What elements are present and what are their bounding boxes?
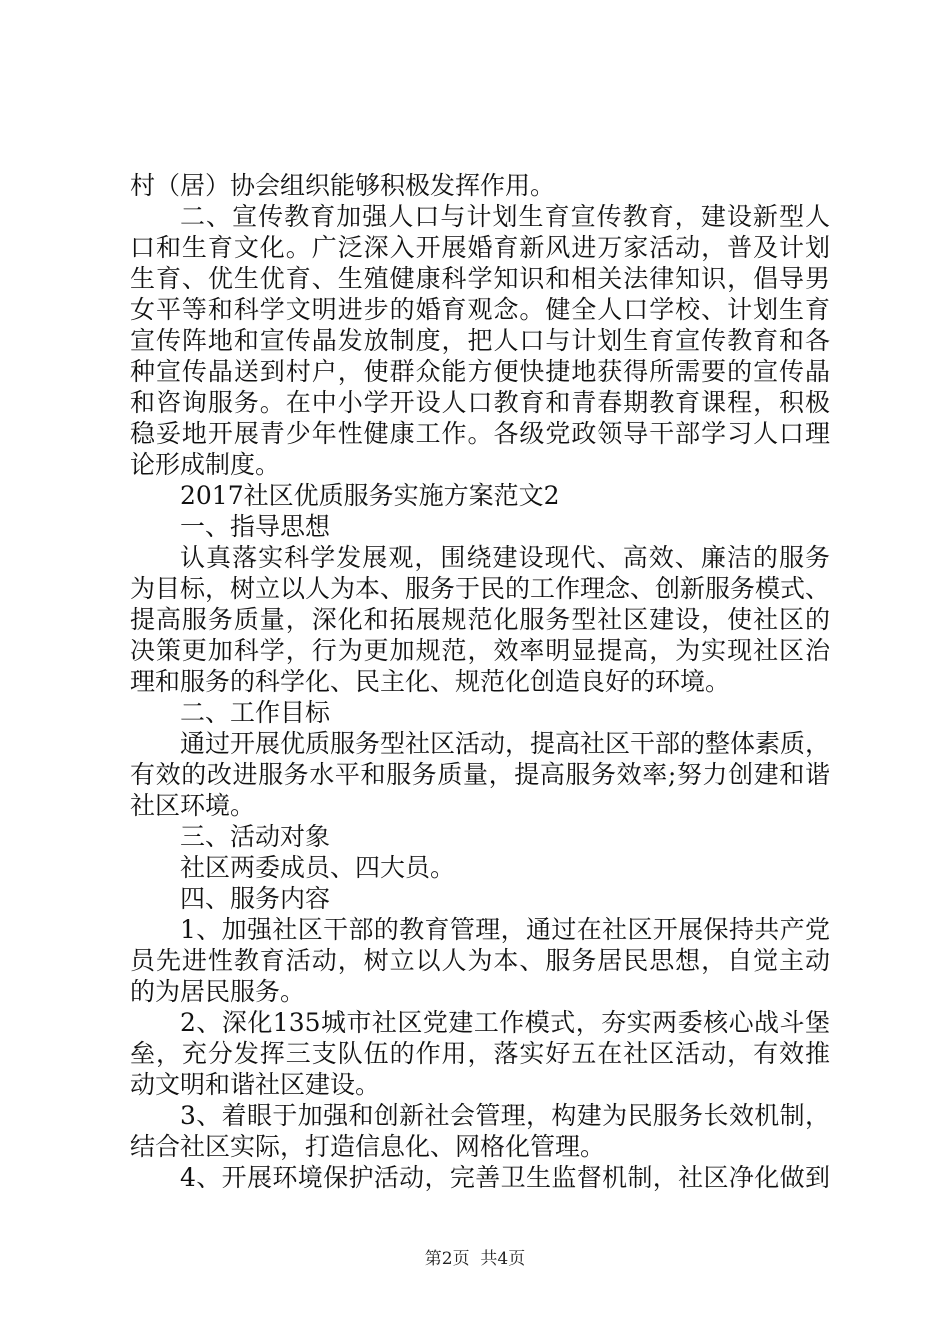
text-line: 理和服务的科学化、民主化、规范化创造良好的环境。	[130, 667, 731, 696]
text-line: 员先进性教育活动，树立以人为本、服务居民思想，自觉主动	[130, 946, 830, 975]
text-line: 结合社区实际，打造信息化、网格化管理。	[130, 1132, 606, 1161]
text-line: 生育、优生优育、生殖健康科学知识和相关法律知识，倡导男	[130, 264, 830, 293]
text-line: 和咨询服务。在中小学开设人口教育和青春期教育课程，积极	[130, 388, 830, 417]
text-line: 3、着眼于加强和创新社会管理，构建为民服务长效机制，	[180, 1101, 830, 1130]
text-line: 社区环境。	[130, 791, 256, 820]
text-line: 社区两委成员、四大员。	[180, 853, 456, 882]
text-line: 种宣传晶送到村户，使群众能方便快捷地获得所需要的宣传晶	[130, 357, 830, 386]
text-line: 2、深化135城市社区党建工作模式，夯实两委核心战斗堡	[180, 1008, 830, 1037]
text-line: 论形成制度。	[130, 450, 281, 479]
text-line: 2017社区优质服务实施方案范文2	[180, 481, 560, 510]
text-line: 提高服务质量，深化和拓展规范化服务型社区建设，使社区的	[130, 605, 830, 634]
text-line: 通过开展优质服务型社区活动，提高社区干部的整体素质，	[180, 729, 830, 758]
text-line: 口和生育文化。广泛深入开展婚育新风进万家活动，普及计划	[130, 233, 830, 262]
text-line: 动文明和谐社区建设。	[130, 1070, 381, 1099]
text-line: 二、工作目标	[180, 698, 331, 727]
text-line: 村（居）协会组织能够积极发挥作用。	[130, 171, 556, 200]
text-line: 为目标，树立以人为本、服务于民的工作理念、创新服务模式、	[130, 574, 830, 603]
text-line: 宣传阵地和宣传晶发放制度，把人口与计划生育宣传教育和各	[130, 326, 830, 355]
text-line: 决策更加科学，行为更加规范，效率明显提高，为实现社区治	[130, 636, 830, 665]
text-line: 三、活动对象	[180, 822, 331, 851]
text-line: 的为居民服务。	[130, 977, 306, 1006]
text-line: 认真落实科学发展观，围绕建设现代、高效、廉洁的服务	[180, 543, 830, 572]
text-line: 稳妥地开展青少年性健康工作。各级党政领导干部学习人口理	[130, 419, 830, 448]
page-footer: 第2页 共4页	[424, 1249, 526, 1269]
text-line: 一、指导思想	[180, 512, 331, 541]
text-line: 二、宣传教育加强人口与计划生育宣传教育，建设新型人	[180, 202, 830, 231]
text-line: 垒，充分发挥三支队伍的作用，落实好五在社区活动，有效推	[130, 1039, 830, 1068]
text-line: 女平等和科学文明进步的婚育观念。健全人口学校、计划生育	[130, 295, 830, 324]
text-line: 4、开展环境保护活动，完善卫生监督机制，社区净化做到	[180, 1163, 830, 1192]
text-line: 有效的改进服务水平和服务质量，提高服务效率;努力创建和谐	[130, 760, 830, 789]
document-body	[130, 170, 830, 1193]
text-line: 1、加强社区干部的教育管理，通过在社区开展保持共产党	[180, 915, 830, 944]
text-line: 四、服务内容	[180, 884, 331, 913]
